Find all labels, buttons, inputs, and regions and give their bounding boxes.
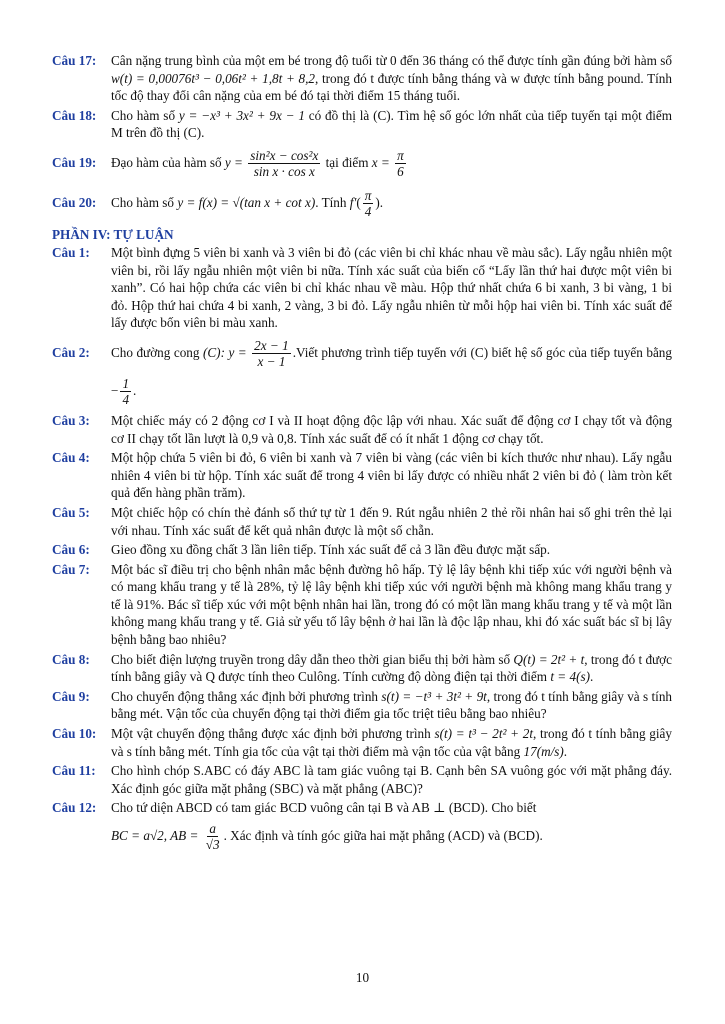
fraction: $\frac{a}{√3}$ [205,821,220,853]
question-label: Câu 17: [52,53,97,68]
question-19 [52,144,672,182]
essay-question-6 [52,541,672,559]
question-label: Câu 2: [52,344,90,360]
formula: 17(m/s) [523,743,564,759]
fraction: $\frac{2x - 1}{x - 1}$ [254,338,289,370]
question-label: Câu 7: [52,561,90,577]
question-17 [52,52,672,105]
question-text: Cho hình chóp S.ABC có đáy ABC là tam giác vuông tại B. Cạnh bên SA vuông góc với mặt phẳng đáy. Xác định góc giữa mặt phẳng (SBC) và mặt phẳng (ABC)? [111,763,672,796]
question-text: Một vật chuyển động thẳng được xác định bởi phương trình [111,726,431,742]
page-number: 10 [355,970,370,985]
fraction: $\frac{\pi}{4}$ [364,188,372,220]
question-label: Câu 19: [52,154,97,170]
essay-question-2: Câu 2: Cho đường cong (C): y = $\frac{2x - 1}{x - 1}$ .Viết phương trình tiếp tuyến với (C) biết hệ số góc của tiếp tuyến bằng − $\frac{1}{4}$ . [52,334,672,410]
question-text: có đồ thị là (C). Tìm hệ số góc lớn nhất của tiếp tuyến tại một điểm M trên đồ thị (C). [111,107,673,141]
essay-question-8: Câu 8: Cho biết điện lượng truyền trong dây dẫn theo thời gian biểu thị bởi hàm số Q(t) = 2t² + t, trong đó t được tính bằng giây và Q được tính theo Culông. Tính cường độ dòng điện tại thời điểm t = 4(s). [52,651,673,685]
question-text: Cho đường cong [111,344,200,360]
question-label: Câu 9: [52,688,90,704]
formula: s(t) = t³ − 2t² + 2t [434,726,533,742]
question-text: , trong đó t được tính bằng tháng và w được tính bằng pound. Tính tốc độ thay đổi cân nặng của em bé đó tại thời điểm 15 tháng tuổi. [111,70,672,104]
question-text: Cho tứ diện ABCD có tam giác BCD vuông cân tại B và AB ⊥ (BCD). Cho biết [111,800,537,816]
question-text: Một chiếc hộp có chín thẻ đánh số thứ tự từ 1 đến 9. Rút ngẫu nhiên 2 thẻ rồi nhân hai số ghi trên thẻ lại với nhau. Tính xác suất để kết quả nhân được là một số chẵn. [111,504,672,538]
formula: y = [224,154,243,170]
question-text: , trong đó t tính bằng giây và s tính bằng mét. Tính gia tốc của vật tại thời điểm mà vận tốc của vật bằng [111,726,672,759]
essay-question-1 [52,244,672,332]
question-label: Câu 11: [52,763,96,779]
question-text: . Xác định và tính góc giữa hai mặt phẳng (ACD) và (BCD). [223,828,543,843]
question-text: Một chiếc máy có 2 động cơ I và II hoạt động độc lập với nhau. Xác suất để động cơ I chạy tốt và động cơ II chạy tốt lần lượt là 0,9 và 0,8. Tính xác suất để có ít nhất 1 động cơ chạy tốt. [111,412,672,446]
question-label: Câu 1: [52,244,90,260]
fraction: $\frac{\pi}{6}$ [397,148,404,180]
fraction: $\frac{1}{4}$ [122,376,130,408]
question-18 [52,107,672,142]
essay-question-7 [52,561,672,649]
question-text: Gieo đồng xu đồng chất 3 lần liên tiếp. Tính xác suất để cả 3 lần đều được mặt sấp. [111,542,551,558]
question-label: Câu 6: [52,542,90,558]
formula: w(t) = 0,00076t³ − 0,06t² + 1,8t + 8,2 [111,70,315,86]
question-text: Cho hàm số [111,194,175,210]
essay-question-4 [52,449,672,502]
question-text: . Tính [315,194,347,210]
question-label: Câu 4: [52,450,90,466]
question-text: Cho hàm số [111,107,176,123]
formula: BC = a√2, AB = [111,828,199,843]
question-text: , trong đó t được tính bằng giây và Q được tính theo Culông. Tính cường độ dòng điện tại thời điểm [111,651,673,685]
question-label: Câu 12: [52,800,97,816]
question-text: Một bình đựng 5 viên bi xanh và 3 viên bi đỏ (các viên bi chỉ khác nhau về màu sắc). Lấy ngẫu nhiên một viên bi, rồi lấy ngẫu nhiên một viên bi nữa. Tính xác suất của biến cố “Lấy lần thứ hai được một viên bi xanh”. Có hai hộp chứa các viên bi chỉ khác nhau về màu. Hộp thứ nhất chứa 6 bi xanh, 3 bi vàng, 1 bi đỏ. Hộp thứ hai chứa 4 bi xanh, 2 vàng, 3 bi đỏ. Lấy ngẫu nhiên từ mỗi hộp hai viên bi. Tính xác suất để lấy được bốn viên bi màu xanh. [111,244,672,331]
question-label: Câu 20: [52,194,97,210]
essay-question-5 [52,504,672,539]
question-text: Cho biết điện lượng truyền trong dây dẫn theo thời gian biểu thị bởi hàm số [111,651,511,667]
question-label: Câu 3: [52,412,90,428]
formula: y = f(x) = √(tan x + cot x) [177,194,316,210]
formula: s(t) = −t³ + 3t² + 9t [381,688,487,704]
question-text: Một bác sĩ điều trị cho bệnh nhân mắc bệnh đường hô hấp. Tỷ lệ lây bệnh khi tiếp xúc với người bệnh và có mang khẩu trang y tế là 28%, tỷ lệ lây bệnh khi tiếp xúc với người bệnh mà không mang khẩu trang y tế là 91%. Bác sĩ tiếp xúc với một bệnh nhân hai lần, trong đó có một lần mang khẩu trang y tế và một lần không mang khẩu trang y tế. Giả sử yếu tố lây bệnh ở hai lần là độc lập nhau, khi đó xác suất bác sĩ bị lây bệnh bằng bao nhiêu? [111,561,672,648]
formula: y = −x³ + 3x² + 9x − 1 [178,107,305,123]
essay-question-9 [52,688,672,723]
formula: Q(t) = 2t² + t [513,651,585,667]
fraction: $\frac{\text{sin²x − cos²x}}{\text{sin x · cos x}}$ [250,148,319,180]
question-text: Đạo hàm của hàm số [111,154,222,170]
formula: x = [371,154,390,170]
formula: f′ [349,194,357,210]
question-text: Cân nặng trung bình của một em bé trong độ tuổi từ 0 đến 36 tháng có thể được tính gần đúng bởi hàm số [111,53,672,68]
question-text: , trong đó t tính bằng giây và s tính bằng mét. Vận tốc của chuyển động tại thời điểm gia tốc triệt tiêu bằng bao nhiêu? [111,688,673,722]
question-text: Một hộp chứa 5 viên bi đỏ, 6 viên bi xanh và 7 viên bi vàng (các viên bi kích thước như nhau). Lấy ngẫu nhiên 4 viên bi từ hộp. Tính xác suất để trong 4 viên bi lấy được có nhiều nhất 2 viên bi đỏ ( làm tròn kết quả đến hàng phần trăm). [111,450,672,501]
essay-question-12 [52,799,672,855]
question-20: Câu 20: Cho hàm số y = f(x) = √(tan x + cot x). Tính f′( $\frac{\pi}{4}$ ). [52,184,672,222]
essay-question-10: Câu 10: Một vật chuyển động thẳng được xác định bởi phương trình s(t) = t³ − 2t² + 2t, trong đó t tính bằng giây và s tính bằng mét. Tính gia tốc của vật tại thời điểm mà vận tốc của vật bằng 17(m/s). [52,726,672,759]
question-text: Cho chuyển động thẳng xác định bởi phương trình [111,688,379,704]
question-label: Câu 8: [52,651,90,667]
formula: (C): y = [202,344,247,360]
question-label: Câu 10: [52,726,97,742]
formula: t = 4(s) [550,669,591,685]
document-page [52,52,672,857]
section-title: PHẦN IV: TỰ LUẬN [52,226,174,242]
essay-question-3 [52,412,672,447]
question-text: .Viết phương trình tiếp tuyến với (C) biết hệ số góc của tiếp tuyến bằng [292,344,672,360]
question-label: Câu 5: [52,504,90,520]
essay-question-11 [52,762,672,797]
question-text: tại điểm [325,154,369,170]
question-label: Câu 18: [52,107,97,123]
